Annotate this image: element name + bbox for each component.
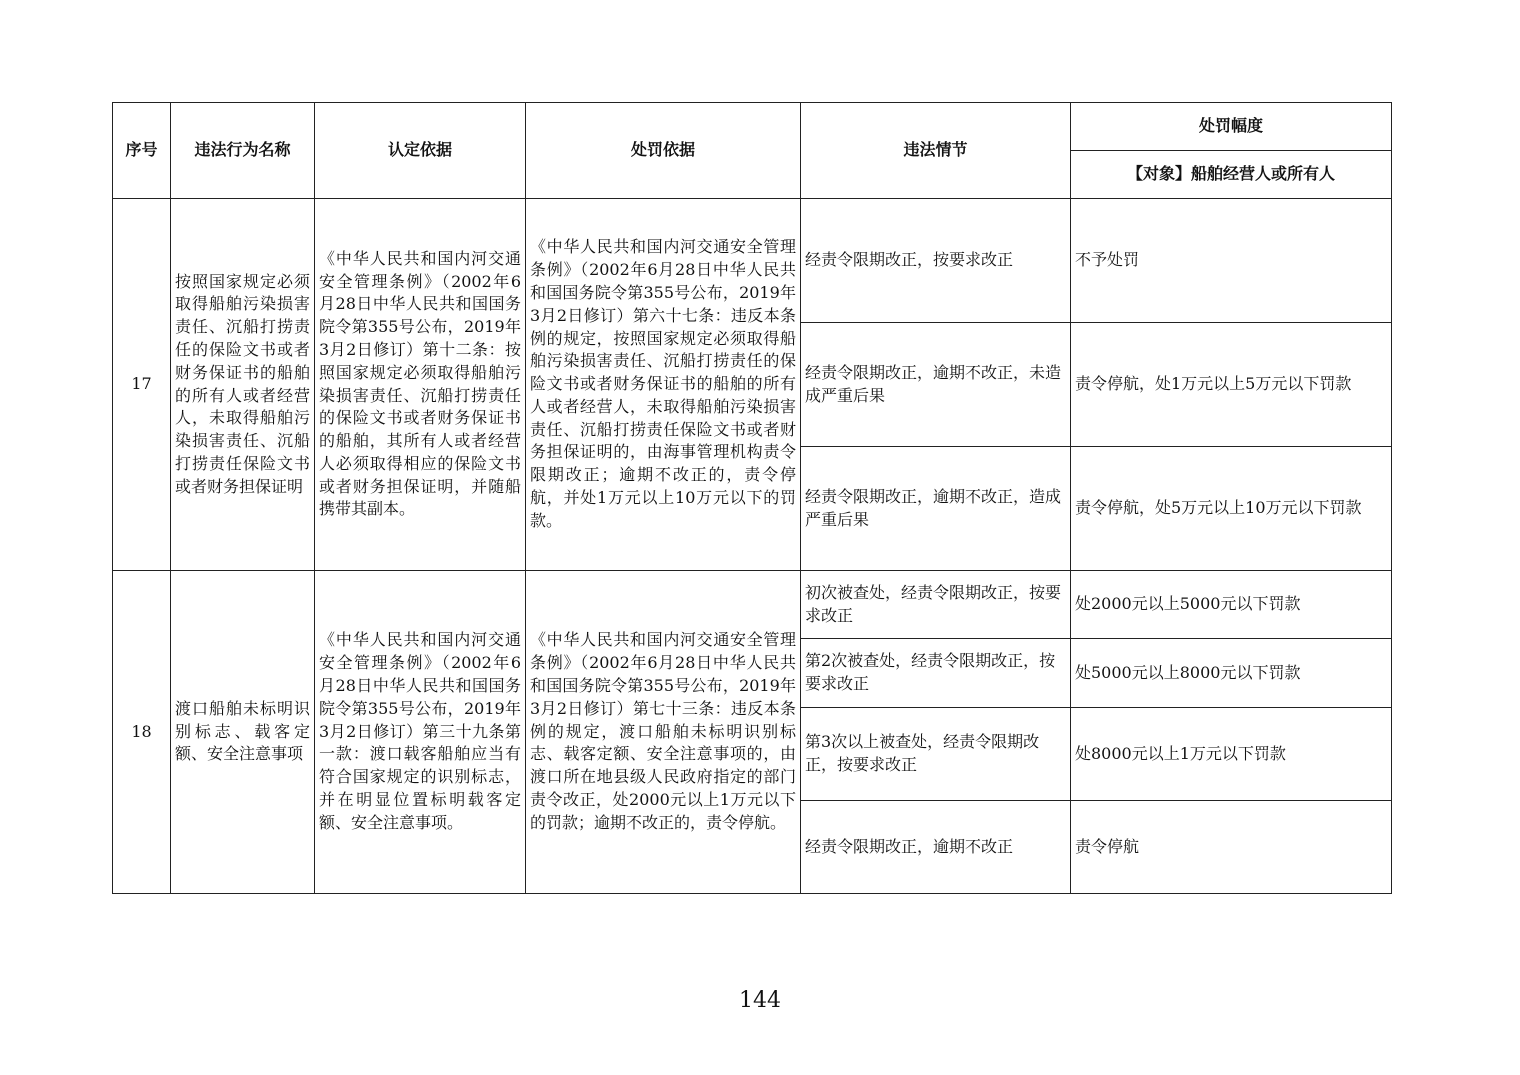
row-18-circumstance-2: 第2次被查处，经责令限期改正，按要求改正 xyxy=(801,639,1071,708)
row-17-basis-penalty: 《中华人民共和国内河交通安全管理条例》（2002年6月28日中华人民共和国国务院令第355号公布，2019年3月2日修订）第六十七条：违反本条例的规定，按照国家规定必须取得船舶污染损害责任、沉船打捞责任的保险文书或者财务保证书的船舶的所有人或者经营人，未取得船舶污染损害责任、沉船打捞责任保险文书或者财务担保证明的，由海事管理机构责令限期改正；逾期不改正的，责令停航，并处1万元以上10万元以下的罚款。 xyxy=(526,199,801,571)
table-row xyxy=(113,199,1392,323)
row-17-penalty-3: 责令停航，处5万元以上10万元以下罚款 xyxy=(1071,447,1392,571)
row-17-circumstance-1: 经责令限期改正，按要求改正 xyxy=(801,199,1071,323)
header-seq: 序号 xyxy=(113,103,171,199)
header-name: 违法行为名称 xyxy=(171,103,315,199)
header-circumstance: 违法情节 xyxy=(801,103,1071,199)
row-17-penalty-1: 不予处罚 xyxy=(1071,199,1392,323)
row-17-name: 按照国家规定必须取得船舶污染损害责任、沉船打捞责任的保险文书或者财务保证书的船舶的所有人或者经营人，未取得船舶污染损害责任、沉船打捞责任保险文书或者财务担保证明 xyxy=(171,199,315,571)
header-target: 【对象】船舶经营人或所有人 xyxy=(1071,151,1392,199)
row-18-penalty-4: 责令停航 xyxy=(1071,801,1392,894)
row-17-penalty-2: 责令停航，处1万元以上5万元以下罚款 xyxy=(1071,323,1392,447)
penalty-table xyxy=(112,102,1392,894)
row-17-circumstance-2: 经责令限期改正，逾期不改正，未造成严重后果 xyxy=(801,323,1071,447)
row-18-penalty-3: 处8000元以上1万元以下罚款 xyxy=(1071,708,1392,801)
row-18-circumstance-4: 经责令限期改正，逾期不改正 xyxy=(801,801,1071,894)
row-18-penalty-2: 处5000元以上8000元以下罚款 xyxy=(1071,639,1392,708)
row-18-seq: 18 xyxy=(113,571,171,894)
row-17-circumstance-3: 经责令限期改正，逾期不改正，造成严重后果 xyxy=(801,447,1071,571)
row-18-name: 渡口船舶未标明识别标志、载客定额、安全注意事项 xyxy=(171,571,315,894)
row-18-circumstance-1: 初次被查处，经责令限期改正，按要求改正 xyxy=(801,571,1071,639)
header-basis-penalty: 处罚依据 xyxy=(526,103,801,199)
page-number: 144 xyxy=(739,988,781,1013)
header-range: 处罚幅度 xyxy=(1071,103,1392,151)
header-basis-identify: 认定依据 xyxy=(315,103,526,199)
row-17-seq: 17 xyxy=(113,199,171,571)
row-18-basis-penalty: 《中华人民共和国内河交通安全管理条例》（2002年6月28日中华人民共和国国务院令第355号公布，2019年3月2日修订）第七十三条：违反本条例的规定，渡口船舶未标明识别标志、载客定额、安全注意事项的，由渡口所在地县级人民政府指定的部门责令改正，处2000元以上1万元以下的罚款；逾期不改正的，责令停航。 xyxy=(526,571,801,894)
row-17-basis-identify: 《中华人民共和国内河交通安全管理条例》（2002年6月28日中华人民共和国国务院令第355号公布，2019年3月2日修订）第十二条：按照国家规定必须取得船舶污染损害责任、沉船打捞责任的保险文书或者财务保证书的船舶，其所有人或者经营人必须取得相应的保险文书或者财务担保证明，并随船携带其副本。 xyxy=(315,199,526,571)
table-row xyxy=(113,571,1392,639)
row-18-basis-identify: 《中华人民共和国内河交通安全管理条例》（2002年6月28日中华人民共和国国务院令第355号公布，2019年3月2日修订）第三十九条第一款：渡口载客船舶应当有符合国家规定的识别标志，并在明显位置标明载客定额、安全注意事项。 xyxy=(315,571,526,894)
row-18-penalty-1: 处2000元以上5000元以下罚款 xyxy=(1071,571,1392,639)
row-18-circumstance-3: 第3次以上被查处，经责令限期改正，按要求改正 xyxy=(801,708,1071,801)
